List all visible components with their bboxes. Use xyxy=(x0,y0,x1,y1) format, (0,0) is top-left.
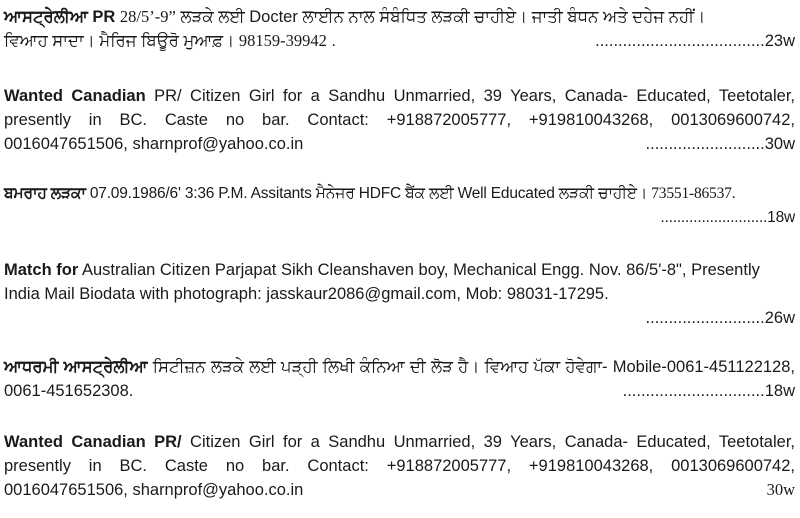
ad-body: PR/ Citizen Girl for a Sandhu Unmarried, 39 Years, Canada- Educated, Teetotaler, presently in BC. Caste no bar. Contact: +918872005777, +919810043268, 0013069600742, 0016047651506, sharnprof@yahoo.co.in xyxy=(4,87,795,153)
ad-bamrah-boy xyxy=(4,182,795,230)
ad-code: ...............................18w xyxy=(622,382,795,400)
ad-body: 07.09.1986/6' 3:36 P.M. Assitants ਮੈਨੇਜਰ HDFC ਬੈਂਕ ਲਈ Well Educated ਲੜਕੀ ਚਾਹੀਏ। xyxy=(89,185,648,202)
ad-phone: 98159-39942 xyxy=(238,31,327,50)
ad-lead: Wanted Canadian xyxy=(4,87,146,105)
ad-code: ..........................18w xyxy=(660,209,795,226)
ad-wanted-canadian-pr xyxy=(4,430,795,502)
ad-match-for xyxy=(4,258,795,330)
ad-adharmi-australia xyxy=(4,355,795,403)
ad-australia-pr: ਆਸਟ੍ਰੇਲੀਆ PR 28/5’-9” ਲੜਕੇ ਲਈ Docter ਲਾਈਨ ਨਾਲ ਸੰਬੰਧਿਤ ਲੜਕੀ ਚਾਹੀਏ। ਜਾਤੀ ਬੰਧਨ ਅਤੇ ਦਹੇਜ ਨਹੀਂ। ਵਿਆਹ ਸਾਦਾ। ਮੈਰਿਜ ਬਿਊਰੋ ਮੁਆਫ਼। 98159-39942 . .....................................23w xyxy=(4,5,795,53)
ad-lead: Match for xyxy=(4,261,79,279)
ad-code: .....................................23w xyxy=(595,32,795,50)
ad-body: ਸਿਟੀਜ਼ਨ ਲੜਕੇ ਲਈ ਪੜ੍ਹੀ ਲਿਖੀ ਕੰਨਿਆ ਦੀ ਲੋੜ ਹੈ। ਵਿਆਹ ਪੱਕਾ ਹੋਵੇਗਾ- Mobile-0061-451122128, 0061-451652308. xyxy=(4,358,795,400)
ad-code: ..........................30w xyxy=(645,135,795,153)
ad-details: 28/5’-9” xyxy=(119,7,176,26)
ad-wanted-canadian xyxy=(4,84,795,156)
ad-code: ..........................26w xyxy=(645,309,795,327)
ad-code: 30w xyxy=(766,480,795,499)
ad-body: ਲੜਕੇ ਲਈ Docter ਲਾਈਨ ਨਾਲ ਸੰਬੰਧਿਤ ਲੜਕੀ ਚਾਹੀਏ। ਜਾਤੀ ਬੰਧਨ ਅਤੇ ਦਹੇਜ ਨਹੀਂ। xyxy=(180,8,706,26)
ad-phone: 73551-86537. xyxy=(651,185,736,202)
ad-body: Citizen Girl for a Sandhu Unmarried, 39 Years, Canada- Educated, Teetotaler, presently in BC. Caste no bar. Contact: +918872005777, +919810043268, 0013069600742, 0016047651506, sharnprof@yahoo.co.in xyxy=(4,433,795,499)
ad-lead: Wanted Canadian PR/ xyxy=(4,433,182,451)
ad-lead: ਆਧਰਮੀ ਆਸਟ੍ਰੇਲੀਆ xyxy=(4,358,148,376)
ad-body-continued: ਵਿਆਹ ਸਾਦਾ। ਮੈਰਿਜ ਬਿਊਰੋ ਮੁਆਫ਼। xyxy=(4,32,235,50)
ad-lead: ਬਮਰਾਹ ਲੜਕਾ xyxy=(4,185,86,202)
ad-body: Australian Citizen Parjapat Sikh Cleanshaven boy, Mechanical Engg. Nov. 86/5'-8", Presently India Mail Biodata with photograph: jasskaur2086@gmail.com, Mob: 98031-17295. xyxy=(4,261,760,303)
ad-lead: ਆਸਟ੍ਰੇਲੀਆ PR xyxy=(4,8,116,26)
